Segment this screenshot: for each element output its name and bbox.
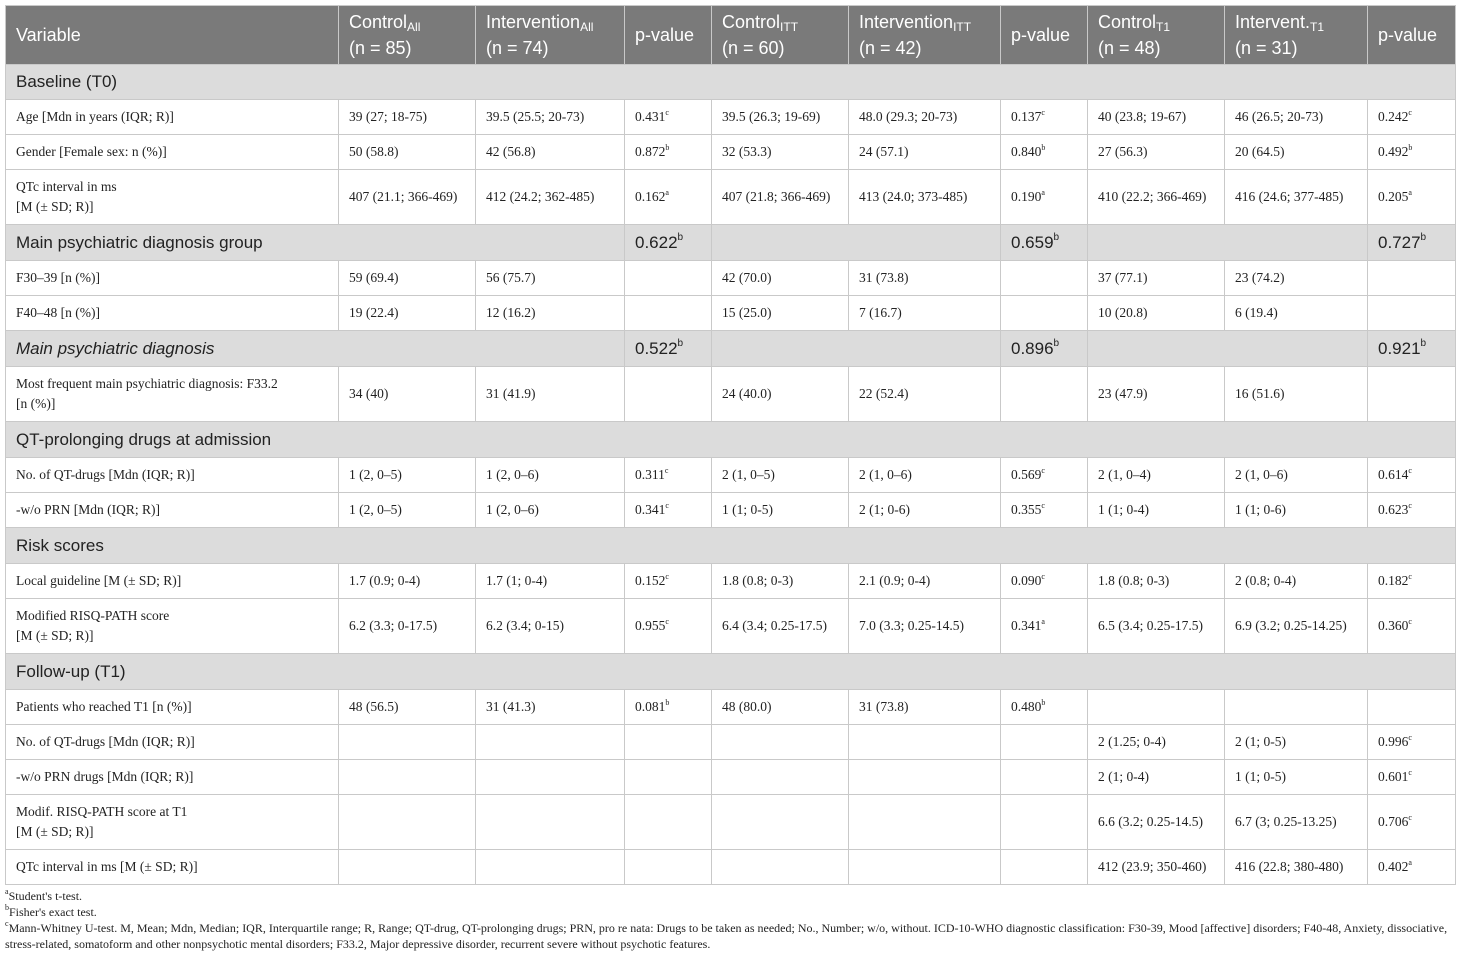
cell: 1 (1; 0-6) [1225, 493, 1368, 528]
cell: 407 (21.8; 366-469) [712, 170, 849, 225]
cell: 23 (47.9) [1088, 367, 1225, 422]
cell: 1.7 (1; 0-4) [476, 564, 625, 599]
cell: 37 (77.1) [1088, 261, 1225, 296]
p-cell: 0.840$^b$ [1001, 135, 1088, 170]
cell: 7 (16.7) [849, 296, 1001, 331]
section-qt-drugs: QT-prolonging drugs at admission [6, 422, 1456, 458]
cell: 2 (0.8; 0-4) [1225, 564, 1368, 599]
footnote-c: $^c$Mann-Whitney U-test. M, Mean; Mdn, Median; IQR, Interquartile range; R, Range; QT-drug, QT-prolonging drugs; PRN, pro re nata: Drugs to be taken as needed; No., Number; w/o, without. ICD-10-WHO diagnostic classification: F30-39, Mood [affective] disorders; F40-48, Anxiety, dissociative, stress-related, somatoform and other nonpsychotic mental disorders; F33.2, Major depressive disorder, recurrent severe without psychotic features. [5, 919, 1448, 951]
p-cell: 0.872$^b$ [625, 135, 712, 170]
cell: 1 (1; 0-4) [1088, 493, 1225, 528]
section-row [6, 331, 1456, 367]
cell: 24 (57.1) [849, 135, 1001, 170]
cell: 6.6 (3.2; 0.25-14.5) [1088, 795, 1225, 850]
cell: 6.5 (3.4; 0.25-17.5) [1088, 599, 1225, 654]
cell: 32 (53.3) [712, 135, 849, 170]
table-row [6, 760, 1456, 795]
table-row [6, 795, 1456, 850]
section-p: 0.896$^b$ [1001, 331, 1088, 367]
cell: 2 (1, 0–5) [712, 458, 849, 493]
row-label: Modif. RISQ-PATH score at T1 [M (± SD; R)] [6, 795, 339, 850]
col-control-itt: Control$_{ITT}$ (n = 60) [712, 6, 849, 65]
cell: 412 (23.9; 350-460) [1088, 850, 1225, 885]
table-row [6, 296, 1456, 331]
p-cell: 0.205$^a$ [1368, 170, 1456, 225]
cell: 39.5 (26.3; 19-69) [712, 100, 849, 135]
row-label: Local guideline [M (± SD; R)] [6, 564, 339, 599]
cell: 416 (24.6; 377-485) [1225, 170, 1368, 225]
p-cell: 0.492$^b$ [1368, 135, 1456, 170]
section-p: 0.921$^b$ [1368, 331, 1456, 367]
cell: 6.4 (3.4; 0.25-17.5) [712, 599, 849, 654]
row-label: No. of QT-drugs [Mdn (IQR; R)] [6, 458, 339, 493]
cell: 1.8 (0.8; 0-3) [712, 564, 849, 599]
p-cell: 0.152$^c$ [625, 564, 712, 599]
table-row [6, 493, 1456, 528]
cell: 6 (19.4) [1225, 296, 1368, 331]
footnote-b: $^b$Fisher's exact test. [5, 903, 97, 919]
p-cell: 0.623$^c$ [1368, 493, 1456, 528]
table-row [6, 100, 1456, 135]
cell: 42 (70.0) [712, 261, 849, 296]
cell: 1 (2, 0–6) [476, 458, 625, 493]
cell: 46 (26.5; 20-73) [1225, 100, 1368, 135]
cell: 2 (1, 0–6) [849, 458, 1001, 493]
cell: 59 (69.4) [339, 261, 476, 296]
col-control-t1: Control$_{T1}$ (n = 48) [1088, 6, 1225, 65]
cell: 15 (25.0) [712, 296, 849, 331]
row-label: Patients who reached T1 [n (%)] [6, 690, 339, 725]
row-label: -w/o PRN [Mdn (IQR; R)] [6, 493, 339, 528]
p-cell: 0.311$^c$ [625, 458, 712, 493]
table-row [6, 850, 1456, 885]
cell: 1 (1; 0-5) [1225, 760, 1368, 795]
row-label: F40–48 [n (%)] [6, 296, 339, 331]
cell: 2 (1.25; 0-4) [1088, 725, 1225, 760]
table-row [6, 690, 1456, 725]
section-p: 0.659$^b$ [1001, 225, 1088, 261]
cell: 6.2 (3.3; 0-17.5) [339, 599, 476, 654]
section-p: 0.522$^b$ [625, 331, 712, 367]
section-p: 0.622$^b$ [625, 225, 712, 261]
section-p: 0.727$^b$ [1368, 225, 1456, 261]
p-cell: 0.137$^c$ [1001, 100, 1088, 135]
cell: 56 (75.7) [476, 261, 625, 296]
row-label: Gender [Female sex: n (%)] [6, 135, 339, 170]
col-control-all: Control$_{All}$ (n = 85) [339, 6, 476, 65]
cell: 2.1 (0.9; 0-4) [849, 564, 1001, 599]
cell: 412 (24.2; 362-485) [476, 170, 625, 225]
cell: 6.2 (3.4; 0-15) [476, 599, 625, 654]
cell: 16 (51.6) [1225, 367, 1368, 422]
footnote-a: $^a$Student's t-test. [5, 887, 83, 903]
p-cell: 0.431$^c$ [625, 100, 712, 135]
row-label: No. of QT-drugs [Mdn (IQR; R)] [6, 725, 339, 760]
cell: 1.8 (0.8; 0-3) [1088, 564, 1225, 599]
cell: 10 (20.8) [1088, 296, 1225, 331]
p-cell: 0.341$^a$ [1001, 599, 1088, 654]
cell: 31 (73.8) [849, 261, 1001, 296]
cell: 48 (80.0) [712, 690, 849, 725]
cell: 1 (2, 0–5) [339, 458, 476, 493]
p-cell: 0.614$^c$ [1368, 458, 1456, 493]
col-pvalue-t1: p-value [1368, 6, 1456, 65]
p-cell: 0.190$^a$ [1001, 170, 1088, 225]
cell: 48.0 (29.3; 20-73) [849, 100, 1001, 135]
table-row [6, 725, 1456, 760]
section-row [6, 225, 1456, 261]
p-cell: 0.090$^c$ [1001, 564, 1088, 599]
cell: 40 (23.8; 19-67) [1088, 100, 1225, 135]
cell: 31 (73.8) [849, 690, 1001, 725]
results-table [5, 5, 1456, 885]
p-cell: 0.601$^c$ [1368, 760, 1456, 795]
table-row [6, 170, 1456, 225]
row-label: QTc interval in ms [M (± SD; R)] [6, 170, 339, 225]
cell: 407 (21.1; 366-469) [339, 170, 476, 225]
header-row [6, 6, 1456, 65]
section-diagnosis: Main psychiatric diagnosis [6, 331, 625, 367]
cell: 42 (56.8) [476, 135, 625, 170]
p-cell: 0.360$^c$ [1368, 599, 1456, 654]
cell: 19 (22.4) [339, 296, 476, 331]
cell: 7.0 (3.3; 0.25-14.5) [849, 599, 1001, 654]
cell: 39.5 (25.5; 20-73) [476, 100, 625, 135]
cell: 2 (1, 0–6) [1225, 458, 1368, 493]
section-followup: Follow-up (T1) [6, 654, 1456, 690]
section-row [6, 654, 1456, 690]
p-cell: 0.355$^c$ [1001, 493, 1088, 528]
cell: 1 (2, 0–6) [476, 493, 625, 528]
cell: 410 (22.2; 366-469) [1088, 170, 1225, 225]
cell: 1 (2, 0–5) [339, 493, 476, 528]
p-cell: 0.081$^b$ [625, 690, 712, 725]
col-pvalue-all: p-value [625, 6, 712, 65]
col-intervention-itt: Intervention$_{ITT}$ (n = 42) [849, 6, 1001, 65]
col-variable: Variable [6, 6, 339, 65]
col-pvalue-itt: p-value [1001, 6, 1088, 65]
cell: 1 (1; 0-5) [712, 493, 849, 528]
p-cell: 0.242$^c$ [1368, 100, 1456, 135]
cell: 2 (1, 0–4) [1088, 458, 1225, 493]
p-cell: 0.955$^c$ [625, 599, 712, 654]
cell: 48 (56.5) [339, 690, 476, 725]
cell: 2 (1; 0-5) [1225, 725, 1368, 760]
row-label: -w/o PRN drugs [Mdn (IQR; R)] [6, 760, 339, 795]
cell: 413 (24.0; 373-485) [849, 170, 1001, 225]
cell: 12 (16.2) [476, 296, 625, 331]
row-label: Modified RISQ-PATH score [M (± SD; R)] [6, 599, 339, 654]
section-baseline: Baseline (T0) [6, 65, 1456, 100]
section-row [6, 422, 1456, 458]
p-cell: 0.402$^a$ [1368, 850, 1456, 885]
cell: 6.9 (3.2; 0.25-14.25) [1225, 599, 1368, 654]
cell: 23 (74.2) [1225, 261, 1368, 296]
cell: 22 (52.4) [849, 367, 1001, 422]
col-intervention-all: Intervention$_{All}$ (n = 74) [476, 6, 625, 65]
section-risk: Risk scores [6, 528, 1456, 564]
table-row [6, 135, 1456, 170]
cell: 1.7 (0.9; 0-4) [339, 564, 476, 599]
cell: 39 (27; 18-75) [339, 100, 476, 135]
row-label: F30–39 [n (%)] [6, 261, 339, 296]
cell: 31 (41.3) [476, 690, 625, 725]
p-cell: 0.569$^c$ [1001, 458, 1088, 493]
cell: 34 (40) [339, 367, 476, 422]
p-cell: 0.706$^c$ [1368, 795, 1456, 850]
p-cell: 0.182$^c$ [1368, 564, 1456, 599]
p-cell: 0.996$^c$ [1368, 725, 1456, 760]
p-cell: 0.341$^c$ [625, 493, 712, 528]
table-row [6, 458, 1456, 493]
cell: 24 (40.0) [712, 367, 849, 422]
cell: 27 (56.3) [1088, 135, 1225, 170]
cell: 31 (41.9) [476, 367, 625, 422]
cell: 2 (1; 0-6) [849, 493, 1001, 528]
table-row [6, 367, 1456, 422]
cell: 416 (22.8; 380-480) [1225, 850, 1368, 885]
col-intervent-t1: $Intervent._{T1}$ (n = 31) [1225, 6, 1368, 65]
cell: 6.7 (3; 0.25-13.25) [1225, 795, 1368, 850]
row-label: Most frequent main psychiatric diagnosis: F33.2 [n (%)] [6, 367, 339, 422]
row-label: Age [Mdn in years (IQR; R)] [6, 100, 339, 135]
section-row [6, 528, 1456, 564]
table-row [6, 261, 1456, 296]
row-label: QTc interval in ms [M (± SD; R)] [6, 850, 339, 885]
cell: 50 (58.8) [339, 135, 476, 170]
table-footnotes [5, 888, 1455, 952]
cell: 20 (64.5) [1225, 135, 1368, 170]
p-cell: 0.162$^a$ [625, 170, 712, 225]
table-row [6, 564, 1456, 599]
cell: 2 (1; 0-4) [1088, 760, 1225, 795]
section-row [6, 65, 1456, 100]
table-row [6, 599, 1456, 654]
section-diagnosis-group: Main psychiatric diagnosis group [6, 225, 625, 261]
p-cell: 0.480$^b$ [1001, 690, 1088, 725]
